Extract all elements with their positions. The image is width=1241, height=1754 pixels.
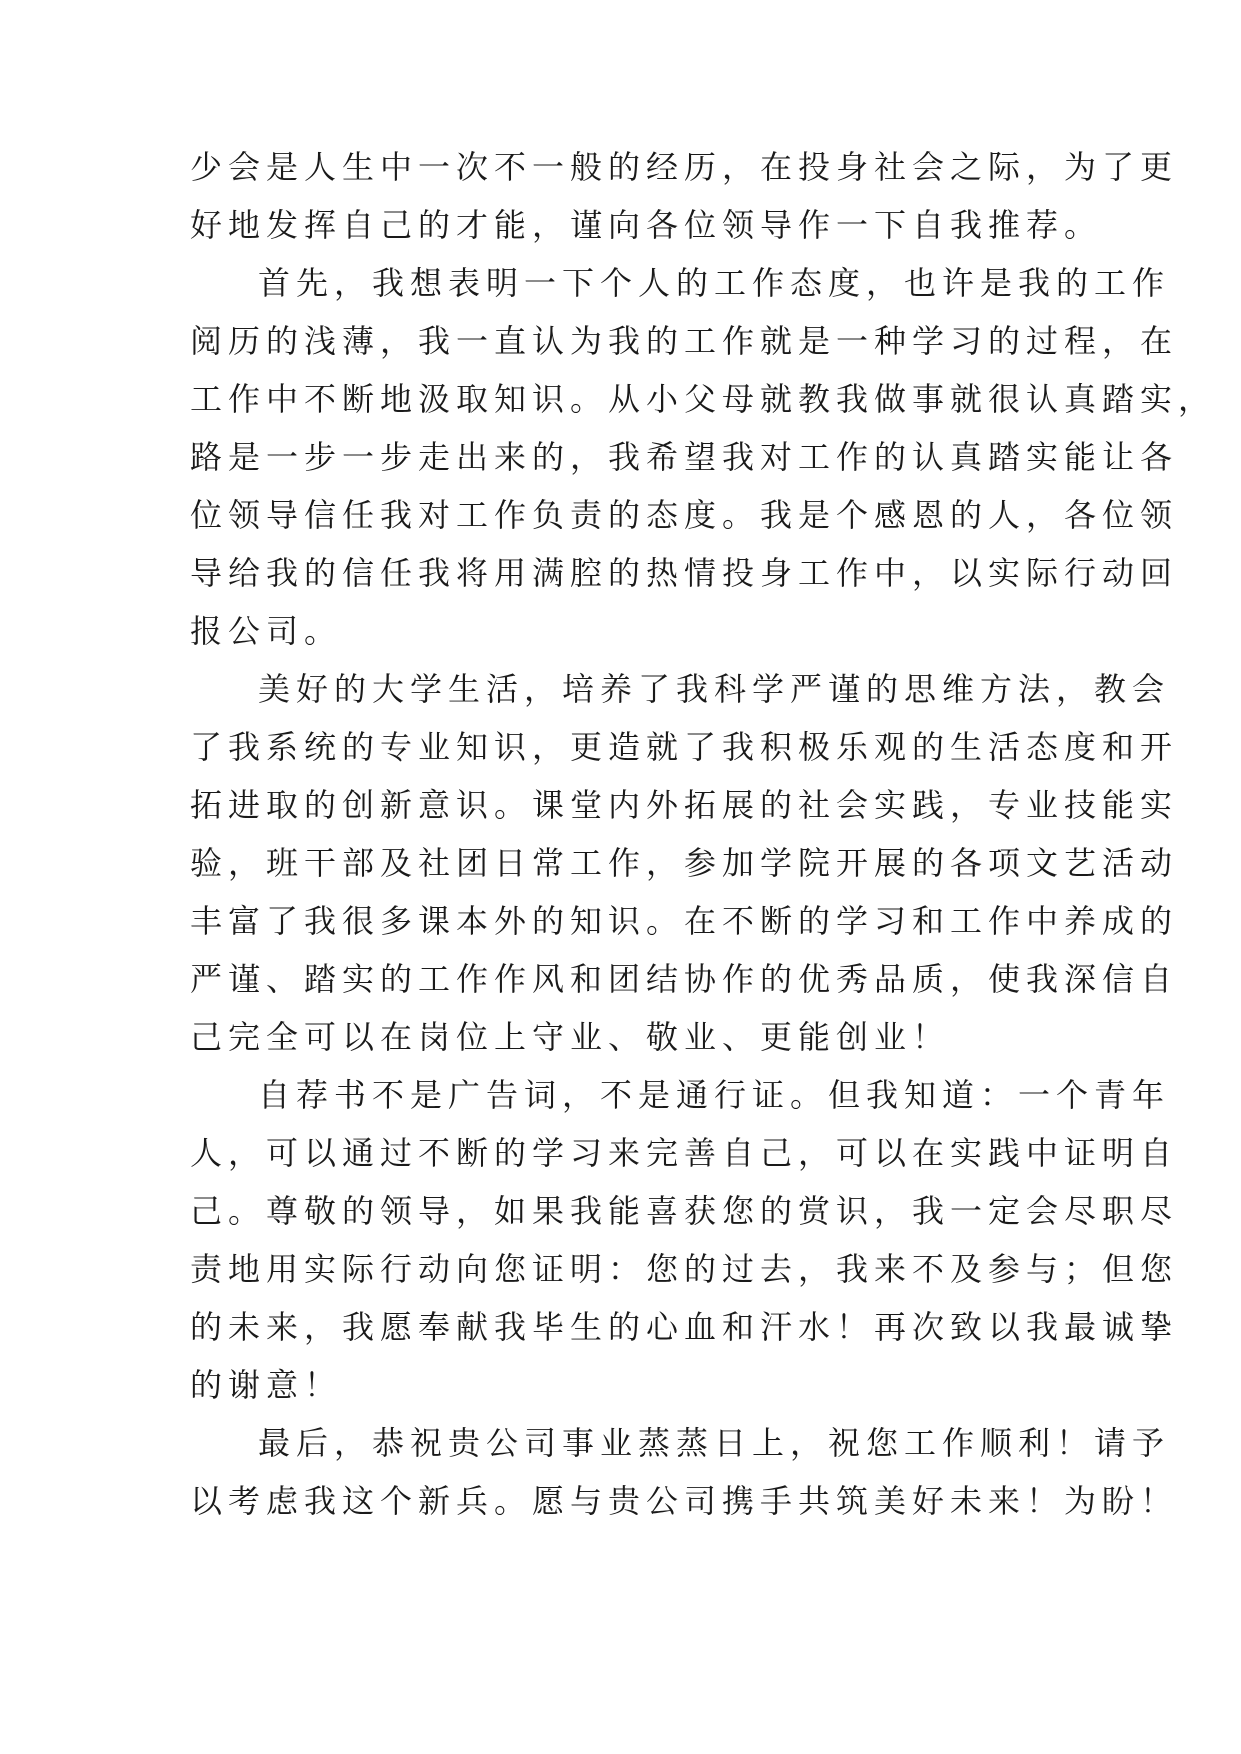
text-line: 导给我的信任我将用满腔的热情投身工作中，以实际行动回	[190, 554, 1179, 592]
text-line: 路是一步一步走出来的，我希望我对工作的认真踏实能让各	[190, 438, 1179, 476]
text-line: 严谨、踏实的工作作风和团结协作的优秀品质，使我深信自	[190, 960, 1179, 998]
text-line: 己完全可以在岗位上守业、敬业、更能创业！	[190, 1018, 951, 1056]
text-line: 好地发挥自己的才能，谨向各位领导作一下自我推荐。	[190, 206, 1103, 244]
text-line: 责地用实际行动向您证明：您的过去，我来不及参与；但您	[190, 1250, 1179, 1288]
text-line: 的谢意！	[190, 1366, 343, 1404]
text-line: 验，班干部及社团日常工作，参加学院开展的各项文艺活动	[190, 844, 1179, 882]
paragraph-first-line: 美好的大学生活，培养了我科学严谨的思维方法，教会	[258, 670, 1171, 708]
text-line: 丰富了我很多课本外的知识。在不断的学习和工作中养成的	[190, 902, 1179, 940]
text-line: 阅历的浅薄，我一直认为我的工作就是一种学习的过程，在	[190, 322, 1179, 360]
text-line: 的未来，我愿奉献我毕生的心血和汗水！再次致以我最诚挚	[190, 1308, 1179, 1346]
text-line: 拓进取的创新意识。课堂内外拓展的社会实践，专业技能实	[190, 786, 1179, 824]
text-line: 少会是人生中一次不一般的经历，在投身社会之际，为了更	[190, 148, 1179, 186]
paragraph-first-line: 最后，恭祝贵公司事业蒸蒸日上，祝您工作顺利！请予	[258, 1424, 1171, 1462]
paragraph-first-line: 首先，我想表明一下个人的工作态度，也许是我的工作	[258, 264, 1171, 302]
text-line: 了我系统的专业知识，更造就了我积极乐观的生活态度和开	[190, 728, 1179, 766]
text-line: 人，可以通过不断的学习来完善自己，可以在实践中证明自	[190, 1134, 1179, 1172]
paragraph-first-line: 自荐书不是广告词，不是通行证。但我知道：一个青年	[258, 1076, 1171, 1114]
text-line: 工作中不断地汲取知识。从小父母就教我做事就很认真踏实，	[190, 380, 1217, 418]
text-line: 位领导信任我对工作负责的态度。我是个感恩的人，各位领	[190, 496, 1179, 534]
text-line: 以考虑我这个新兵。愿与贵公司携手共筑美好未来！为盼！	[190, 1482, 1179, 1520]
text-line: 报公司。	[190, 612, 343, 650]
text-line: 己。尊敬的领导，如果我能喜获您的赏识，我一定会尽职尽	[190, 1192, 1179, 1230]
